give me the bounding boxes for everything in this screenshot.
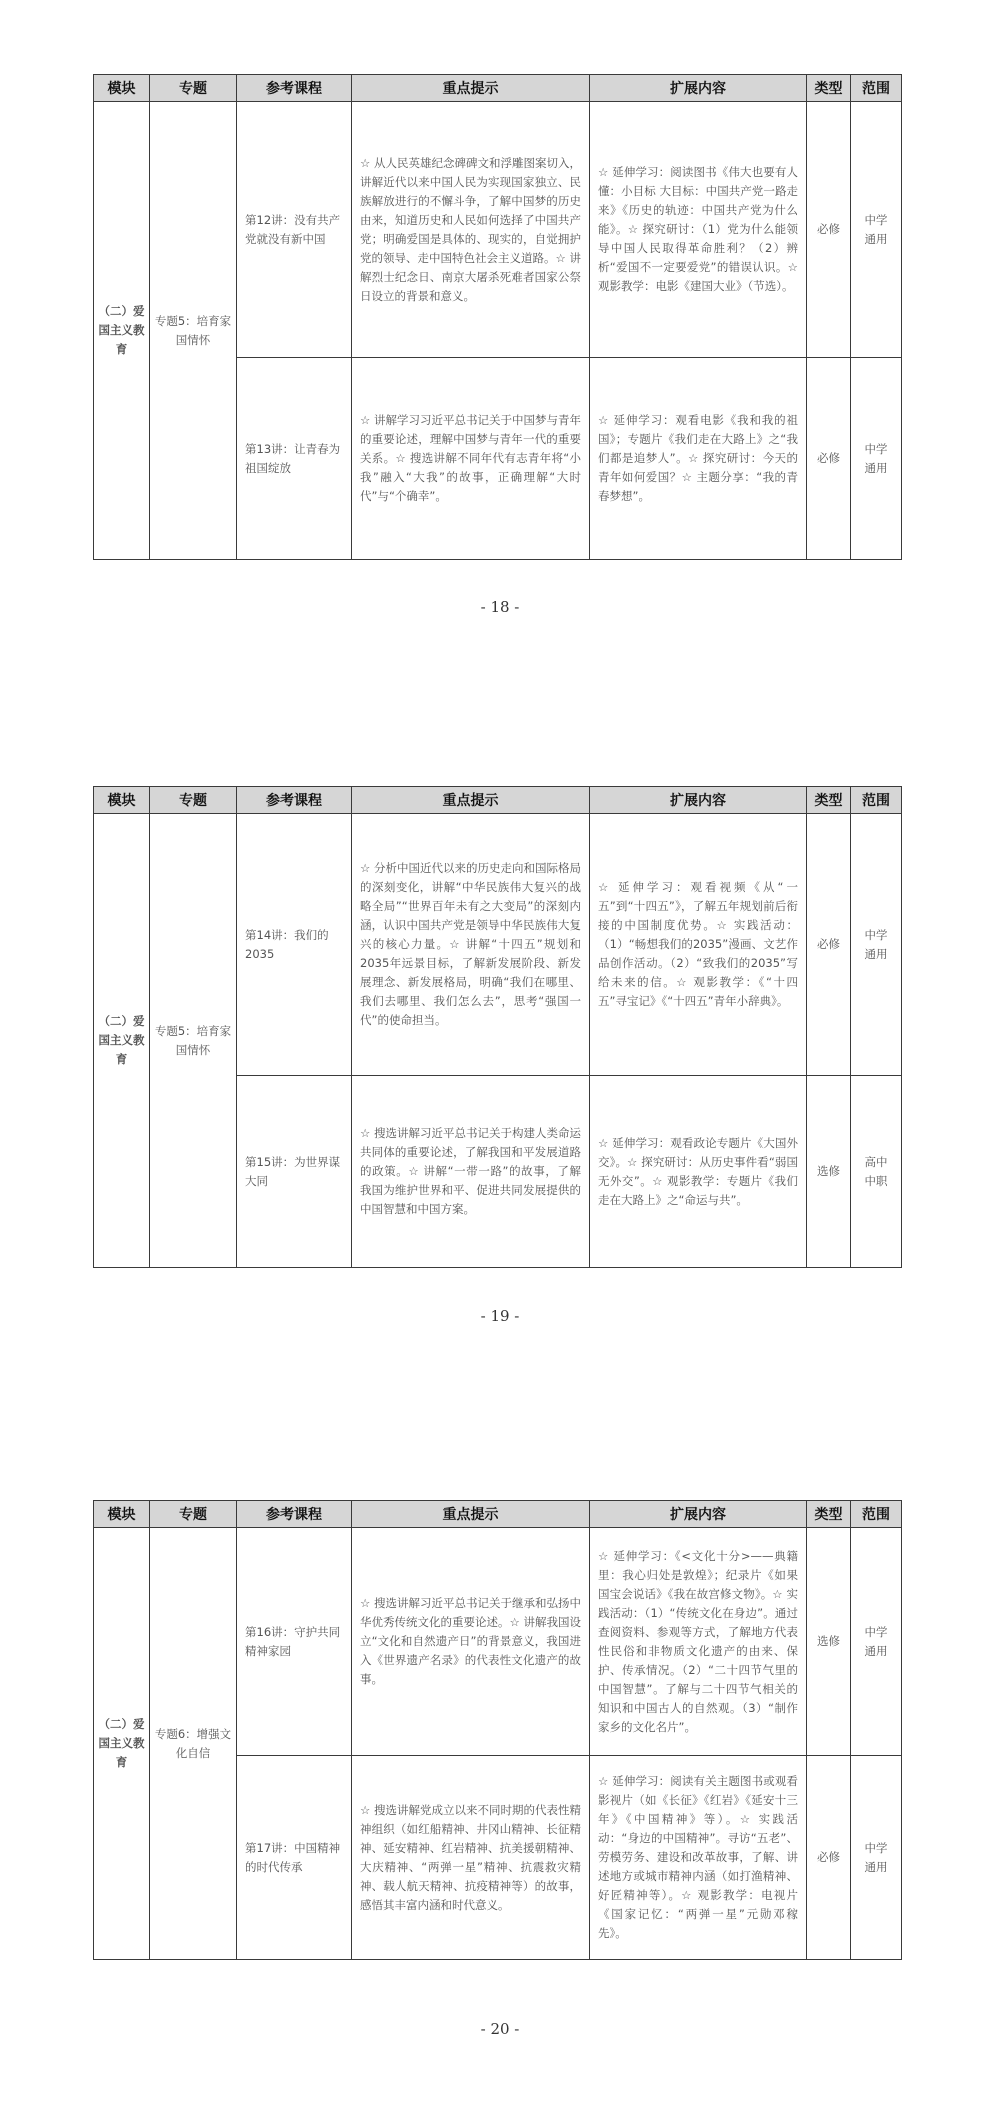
ext-cell: ☆ 延伸学习：观看电影《我和我的祖国》；专题片《我们走在大路上》之“我们都是追梦人”。☆ 探究研讨：今天的青年如何爱国？☆ 主题分享：“我的青春梦想”。 xyxy=(590,358,807,560)
course-cell: 第15讲：为世界谋大同 xyxy=(237,1076,352,1268)
header-keys: 重点提示 xyxy=(352,75,590,102)
header-topic: 专题 xyxy=(150,1501,237,1528)
header-scope: 范围 xyxy=(851,787,902,814)
page-number-19: - 19 - xyxy=(480,1307,520,1325)
module-cell: （二）爱国主义教育 xyxy=(94,1528,150,1960)
module-cell: （二）爱国主义教育 xyxy=(94,102,150,560)
course-cell: 第17讲：中国精神的时代传承 xyxy=(237,1756,352,1960)
header-topic: 专题 xyxy=(150,787,237,814)
ext-cell: ☆ 延伸学习：《<文化十分>——典籍里：我心归处是敦煌》；纪录片《如果国宝会说话》《我在故宫修文物》。☆ 实践活动：（1）“传统文化在身边”。通过查阅资料、参观等方式，了解地方代表性民俗和非物质文化遗产的由来、保护、传承情况。（2）“二十四节气里的中国智慧”。了解与二十四节气相关的知识和中国古人的自然观。（3）“制作家乡的文化名片”。 xyxy=(590,1528,807,1756)
page-number-20: - 20 - xyxy=(480,2020,520,2038)
header-scope: 范围 xyxy=(851,1501,902,1528)
header-keys: 重点提示 xyxy=(352,1501,590,1528)
curriculum-table-19 xyxy=(93,786,902,1268)
topic-cell: 专题6：增强文化自信 xyxy=(150,1528,237,1960)
header-course: 参考课程 xyxy=(237,1501,352,1528)
topic-cell: 专题5：培育家国情怀 xyxy=(150,102,237,560)
scope-cell: 中学通用 xyxy=(851,102,902,358)
keys-cell: ☆ 从人民英雄纪念碑碑文和浮雕图案切入，讲解近代以来中国人民为实现国家独立、民族解放进行的不懈斗争，了解中国梦的历史由来，知道历史和人民如何选择了中国共产党；明确爱国是具体的、现实的，自觉拥护党的领导、走中国特色社会主义道路。☆ 讲解烈士纪念日、南京大屠杀死难者国家公祭日设立的背景和意义。 xyxy=(352,102,590,358)
curriculum-table-20 xyxy=(93,1500,902,1960)
header-ext: 扩展内容 xyxy=(590,787,807,814)
scope-cell: 中学通用 xyxy=(851,1528,902,1756)
header-module: 模块 xyxy=(94,1501,150,1528)
header-course: 参考课程 xyxy=(237,75,352,102)
table-row xyxy=(94,102,902,358)
course-cell: 第13讲：让青春为祖国绽放 xyxy=(237,358,352,560)
header-module: 模块 xyxy=(94,75,150,102)
keys-cell: ☆ 搜选讲解习近平总书记关于构建人类命运共同体的重要论述，了解我国和平发展道路的政策。☆ 讲解“一带一路”的故事，了解我国为维护世界和平、促进共同发展提供的中国智慧和中国方案。 xyxy=(352,1076,590,1268)
header-topic: 专题 xyxy=(150,75,237,102)
kind-cell: 选修 xyxy=(807,1076,851,1268)
kind-cell: 必修 xyxy=(807,1756,851,1960)
header-module: 模块 xyxy=(94,787,150,814)
scope-cell: 高中中职 xyxy=(851,1076,902,1268)
curriculum-table-18 xyxy=(93,74,902,560)
page-19 xyxy=(93,786,901,1268)
ext-cell: ☆ 延伸学习：阅读图书《伟大也要有人懂：小目标 大目标：中国共产党一路走来》《历史的轨迹：中国共产党为什么能》。☆ 探究研讨：（1）党为什么能领导中国人民取得革命胜利？（2）辨析“爱国不一定要爱党”的错误认识。☆ 观影教学：电影《建国大业》（节选）。 xyxy=(590,102,807,358)
keys-cell: ☆ 讲解学习习近平总书记关于中国梦与青年的重要论述，理解中国梦与青年一代的重要关系。☆ 搜选讲解不同年代有志青年将“小我”融入“大我”的故事，正确理解“大时代”与“个确幸”。 xyxy=(352,358,590,560)
ext-cell: ☆ 延伸学习：观看政论专题片《大国外交》。☆ 探究研讨：从历史事件看“弱国无外交”。☆ 观影教学：专题片《我们走在大路上》之“命运与共”。 xyxy=(590,1076,807,1268)
header-kind: 类型 xyxy=(807,75,851,102)
page-18 xyxy=(93,74,901,560)
course-cell: 第12讲：没有共产党就没有新中国 xyxy=(237,102,352,358)
header-ext: 扩展内容 xyxy=(590,75,807,102)
keys-cell: ☆ 分析中国近代以来的历史走向和国际格局的深刻变化，讲解“中华民族伟大复兴的战略全局”“世界百年未有之大变局”的深刻内涵，认识中国共产党是领导中华民族伟大复兴的核心力量。☆ 讲解“十四五”规划和2035年远景目标，了解新发展阶段、新发展理念、新发展格局，明确“我们在哪里、我们去哪里、我们怎么去”，思考“强国一代”的使命担当。 xyxy=(352,814,590,1076)
ext-cell: ☆ 延伸学习：阅读有关主题图书或观看影视片（如《长征》《红岩》《延安十三年》《中国精神》等）。☆ 实践活动：“身边的中国精神”。寻访“五老”、劳模劳务、建设和改革故事，了解、讲述地方或城市精神内涵（如打渔精神、好匠精神等）。☆ 观影教学：电视片《国家记忆：“两弹一星”元勋邓稼先》。 xyxy=(590,1756,807,1960)
header-ext: 扩展内容 xyxy=(590,1501,807,1528)
header-course: 参考课程 xyxy=(237,787,352,814)
course-cell: 第14讲：我们的2035 xyxy=(237,814,352,1076)
header-kind: 类型 xyxy=(807,1501,851,1528)
keys-cell: ☆ 搜选讲解习近平总书记关于继承和弘扬中华优秀传统文化的重要论述。☆ 讲解我国设立“文化和自然遗产日”的背景意义，我国进入《世界遗产名录》的代表性文化遗产的故事。 xyxy=(352,1528,590,1756)
kind-cell: 必修 xyxy=(807,814,851,1076)
kind-cell: 选修 xyxy=(807,1528,851,1756)
page-20 xyxy=(93,1500,901,1960)
scope-cell: 中学通用 xyxy=(851,814,902,1076)
kind-cell: 必修 xyxy=(807,358,851,560)
header-scope: 范围 xyxy=(851,75,902,102)
topic-cell: 专题5：培育家国情怀 xyxy=(150,814,237,1268)
course-cell: 第16讲：守护共同精神家园 xyxy=(237,1528,352,1756)
table-row xyxy=(94,814,902,1076)
ext-cell: ☆ 延伸学习：观看视频《从“一五”到“十四五”》，了解五年规划前后衔接的中国制度优势。☆ 实践活动：（1）“畅想我们的2035”漫画、文艺作品创作活动。（2）“致我们的2035”写给未来的信。☆ 观影教学：《“十四五”寻宝记》《“十四五”青年小辞典》。 xyxy=(590,814,807,1076)
page-number-18: - 18 - xyxy=(480,598,520,616)
scope-cell: 中学通用 xyxy=(851,358,902,560)
kind-cell: 必修 xyxy=(807,102,851,358)
keys-cell: ☆ 搜选讲解党成立以来不同时期的代表性精神组织（如红船精神、井冈山精神、长征精神、延安精神、红岩精神、抗美援朝精神、大庆精神、“两弹一星”精神、抗震救灾精神、载人航天精神、抗疫精神等）的故事，感悟其丰富内涵和时代意义。 xyxy=(352,1756,590,1960)
header-kind: 类型 xyxy=(807,787,851,814)
table-header-row xyxy=(94,787,902,814)
table-header-row xyxy=(94,75,902,102)
scope-cell: 中学通用 xyxy=(851,1756,902,1960)
header-keys: 重点提示 xyxy=(352,787,590,814)
table-row xyxy=(94,1528,902,1756)
table-header-row xyxy=(94,1501,902,1528)
module-cell: （二）爱国主义教育 xyxy=(94,814,150,1268)
